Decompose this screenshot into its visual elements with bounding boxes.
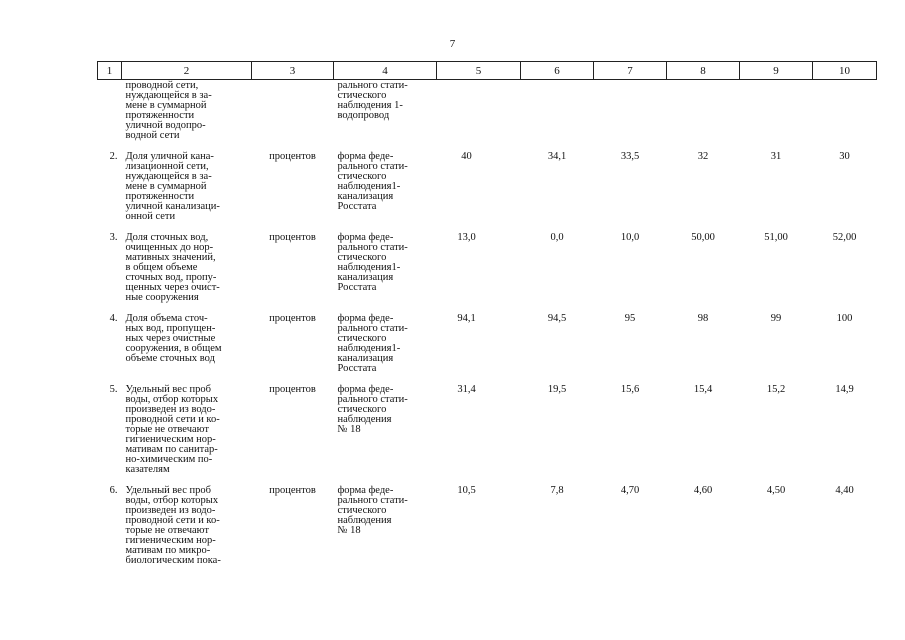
value-col-7-text: 95: [624, 313, 636, 324]
value-col-5-text: 13,0: [457, 232, 476, 243]
value-col-6: [521, 152, 594, 233]
value-col-10-text: 100: [836, 313, 853, 324]
value-col-10-text: 30: [839, 151, 850, 162]
value-col-7: [594, 233, 667, 314]
value-col-6: [521, 486, 594, 577]
value-col-9-text: 4,50: [766, 485, 786, 496]
table-row: [98, 314, 877, 385]
table-row: [98, 486, 877, 577]
unit-of-measure-text: процентов: [269, 313, 316, 324]
value-col-10-text: 52,00: [832, 232, 857, 243]
column-number-2: 2: [122, 62, 252, 80]
data-source-form: [334, 80, 437, 153]
column-number-9: 9: [740, 62, 813, 80]
indicator-name: [122, 486, 252, 577]
indicators-table: [97, 61, 877, 577]
row-number: [98, 152, 122, 233]
row-number: [98, 385, 122, 486]
value-col-5-text: 40: [461, 151, 472, 162]
table-row: [98, 80, 877, 153]
data-source-form-text: форма феде- рального стати- стического наблюдения1- канализация Росстата: [337, 232, 408, 293]
value-col-9-text: 15,2: [766, 384, 786, 395]
row-number-text: 5.: [109, 384, 118, 395]
value-col-8-text: 32: [697, 151, 709, 162]
indicator-name-text: Доля уличной кана- лизационной сети, нуждающейся в за- мене в суммарной протяженности уличной канализаци- онной сети: [125, 151, 220, 222]
value-col-7-text: 15,6: [620, 384, 640, 395]
row-number-text: 6.: [109, 485, 118, 496]
value-col-7: [594, 486, 667, 577]
value-col-9-text: 31: [770, 151, 782, 162]
column-number-10: 10: [813, 62, 877, 80]
value-col-7: [594, 314, 667, 385]
data-source-form-text: форма феде- рального стати- стического наблюдения1- канализация Росстата: [337, 313, 408, 374]
unit-of-measure: [252, 486, 334, 577]
indicator-name: [122, 385, 252, 486]
data-source-form: [334, 314, 437, 385]
value-col-8-text: 15,4: [693, 384, 713, 395]
unit-of-measure: [252, 233, 334, 314]
unit-of-measure-text: процентов: [269, 232, 316, 243]
page-number: 7: [449, 38, 456, 50]
unit-of-measure: [252, 152, 334, 233]
column-number-5: 5: [437, 62, 521, 80]
value-col-5: [437, 233, 521, 314]
unit-of-measure: [252, 80, 334, 153]
value-col-6-text: 94,5: [547, 313, 567, 324]
row-number: [98, 80, 122, 153]
data-source-form: [334, 486, 437, 577]
data-source-form-text: рального стати- стического наблюдения 1- водопровод: [337, 80, 408, 121]
column-number-4: 4: [334, 62, 437, 80]
column-number-1: 1: [98, 62, 122, 80]
indicator-name: [122, 314, 252, 385]
table-row: [98, 152, 877, 233]
value-col-5: [437, 314, 521, 385]
value-col-7-text: 4,70: [620, 485, 640, 496]
value-col-5: [437, 385, 521, 486]
indicator-name-text: Доля сточных вод, очищенных до нор- мативных значений, в общем объеме сточных вод, пропу- щенных через очист- ные сооружения: [125, 232, 220, 303]
row-number-text: 3.: [109, 232, 118, 243]
value-col-8-text: 4,60: [693, 485, 713, 496]
data-source-form: [334, 233, 437, 314]
value-col-5: [437, 152, 521, 233]
value-col-9: [740, 80, 813, 153]
value-col-5-text: 94,1: [457, 313, 476, 324]
value-col-10: [813, 233, 877, 314]
row-number: [98, 314, 122, 385]
column-number-7: 7: [594, 62, 667, 80]
table-row: [98, 385, 877, 486]
value-col-9: [740, 314, 813, 385]
indicator-name-text: Удельный вес проб воды, отбор которых произведен из водо- проводной сети и ко- торые не отвечают гигиеническим нор- мативам по микро- биологическим пока-: [125, 485, 221, 566]
value-col-8-text: 50,00: [691, 232, 715, 243]
data-source-form-text: форма феде- рального стати- стического наблюдения1- канализация Росстата: [337, 151, 408, 212]
value-col-7-text: 10,0: [620, 232, 640, 243]
value-col-9: [740, 486, 813, 577]
value-col-10-text: 4,40: [835, 485, 854, 496]
unit-of-measure-text: процентов: [269, 151, 316, 162]
value-col-10: [813, 80, 877, 153]
unit-of-measure: [252, 385, 334, 486]
value-col-5: [437, 486, 521, 577]
indicator-name: [122, 233, 252, 314]
value-col-6: [521, 385, 594, 486]
value-col-8: [667, 152, 740, 233]
value-col-10-text: 14,9: [835, 384, 854, 395]
value-col-6: [521, 80, 594, 153]
value-col-8: [667, 233, 740, 314]
unit-of-measure: [252, 314, 334, 385]
value-col-9: [740, 385, 813, 486]
value-col-6-text: 34,1: [547, 151, 567, 162]
value-col-9-text: 51,00: [764, 232, 788, 243]
indicator-name-text: Доля объема сточ- ных вод, пропущен- ных через очистные сооружения, в общем объеме сточных вод: [125, 313, 222, 364]
value-col-6-text: 19,5: [547, 384, 567, 395]
value-col-9-text: 99: [770, 313, 782, 324]
value-col-8: [667, 314, 740, 385]
indicator-name: [122, 80, 252, 153]
unit-of-measure-text: процентов: [269, 384, 316, 395]
indicator-name-text: Удельный вес проб воды, отбор которых произведен из водо- проводной сети и ко- торые не отвечают гигиеническим нор- мативам по санитар- но-химическим по- казателям: [125, 384, 220, 475]
value-col-5-text: 10,5: [457, 485, 476, 496]
column-number-6: 6: [521, 62, 594, 80]
value-col-7: [594, 385, 667, 486]
value-col-6-text: 7,8: [550, 485, 564, 496]
indicator-name: [122, 152, 252, 233]
table-row: [98, 233, 877, 314]
row-number-text: 4.: [109, 313, 118, 324]
data-source-form: [334, 152, 437, 233]
value-col-6: [521, 233, 594, 314]
row-number-text: 2.: [109, 151, 118, 162]
data-source-form: [334, 385, 437, 486]
value-col-10: [813, 385, 877, 486]
value-col-6-text: 0,0: [550, 232, 564, 243]
data-source-form-text: форма феде- рального стати- стического наблюдения № 18: [337, 485, 408, 536]
value-col-5-text: 31,4: [457, 384, 476, 395]
value-col-5: [437, 80, 521, 153]
value-col-10: [813, 486, 877, 577]
value-col-9: [740, 152, 813, 233]
value-col-6: [521, 314, 594, 385]
indicator-name-text: проводной сети, нуждающейся в за- мене в суммарной протяженности уличной водопро- водной сети: [125, 80, 212, 141]
value-col-8: [667, 486, 740, 577]
column-number-3: 3: [252, 62, 334, 80]
data-source-form-text: форма феде- рального стати- стического наблюдения № 18: [337, 384, 408, 435]
value-col-7-text: 33,5: [620, 151, 640, 162]
table-body: [98, 80, 877, 578]
value-col-10: [813, 152, 877, 233]
column-number-row: [98, 62, 877, 80]
row-number: [98, 486, 122, 577]
unit-of-measure-text: процентов: [269, 485, 316, 496]
column-number-8: 8: [667, 62, 740, 80]
value-col-8: [667, 80, 740, 153]
value-col-8-text: 98: [697, 313, 709, 324]
value-col-9: [740, 233, 813, 314]
value-col-7: [594, 152, 667, 233]
row-number: [98, 233, 122, 314]
value-col-10: [813, 314, 877, 385]
value-col-8: [667, 385, 740, 486]
value-col-7: [594, 80, 667, 153]
